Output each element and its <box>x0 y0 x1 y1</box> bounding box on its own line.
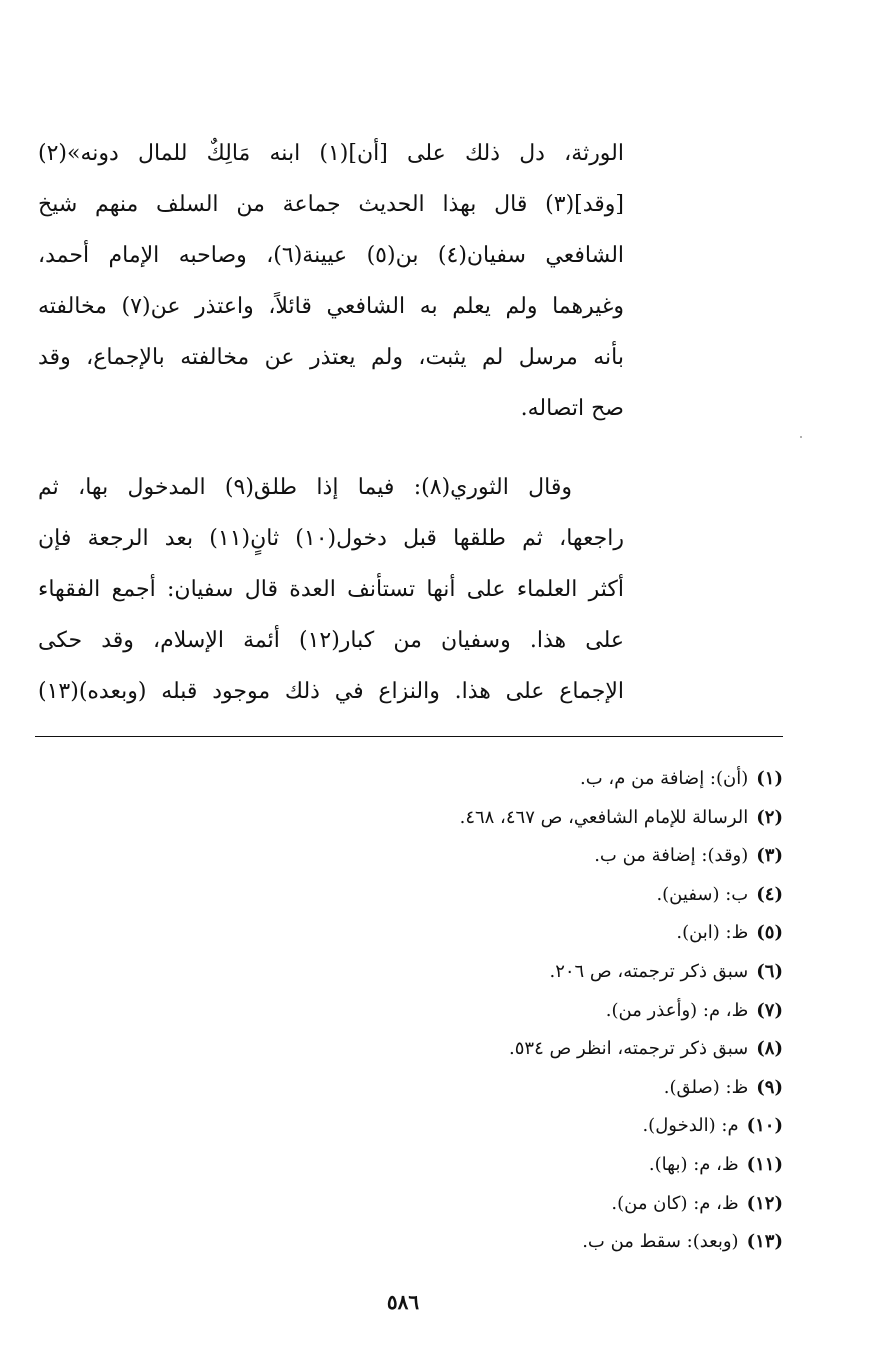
footnote-text: ظ، م: (كان من). <box>611 1192 739 1214</box>
footnote <box>300 1146 783 1185</box>
footnote <box>300 1223 783 1262</box>
footnote-number: (٣) <box>756 845 783 867</box>
page-number: ٥٨٦ <box>386 1290 420 1314</box>
paragraph-gap <box>38 434 624 462</box>
text-line: الشافعي سفيان(٤) بن(٥) عيينة(٦)، وصاحبه الإمام أحمد، <box>38 243 624 268</box>
footnote <box>300 914 783 953</box>
footnote-number: (١١) <box>746 1153 783 1175</box>
text-line: أكثر العلماء على أنها تستأنف العدة قال سفيان: أجمع الفقهاء <box>38 577 624 602</box>
footnote <box>300 1107 783 1146</box>
text-line: صح اتصاله. <box>520 396 624 421</box>
footnote-number: (١) <box>756 768 783 789</box>
footnote <box>300 1185 783 1224</box>
footnote-text: سبق ذكر ترجمته، انظر ص ٥٣٤. <box>509 1038 749 1060</box>
footnote-number: (٧) <box>756 999 783 1021</box>
footnote-text: (وقد): إضافة من ب. <box>594 845 749 867</box>
text-line: راجعها، ثم طلقها قبل دخول(١٠) ثانٍ(١١) بعد الرجعة فإن <box>38 526 624 551</box>
footnote-text: م: (الدخول). <box>642 1115 739 1137</box>
text-line: وغيرهما ولم يعلم به الشافعي قائلاً، واعتذر عن(٧) مخالفته <box>38 294 624 319</box>
footnote-number: (١٠) <box>746 1115 783 1137</box>
text-line: وقال الثوري(٨): فيما إذا طلق(٩) المدخول بها، ثم <box>38 475 572 500</box>
footnote-text: ظ، م: (بها). <box>648 1153 739 1175</box>
footnote-number: (٥) <box>756 922 783 944</box>
footnote-separator <box>35 736 783 737</box>
footnote-text: ب: (سفين). <box>656 883 749 905</box>
footnote-number: (٤) <box>756 883 783 905</box>
footnote-text: الرسالة للإمام الشافعي، ص ٤٦٧، ٤٦٨. <box>459 806 749 828</box>
text-line: الإجماع على هذا. والنزاع في ذلك موجود قبله (وبعده)(١٣) <box>38 679 624 704</box>
footnote-number: (٩) <box>756 1076 783 1098</box>
footnote-text: ظ: (صلق). <box>663 1076 749 1098</box>
footnote-text: (أن): إضافة من م، ب. <box>580 768 749 789</box>
scan-speck <box>800 436 802 438</box>
footnotes <box>300 760 783 1262</box>
footnote <box>300 992 783 1031</box>
text-line: الورثة، دل ذلك على [أن](١) ابنه مَالِكٌ للمال دونه»(٢) <box>38 141 624 166</box>
footnote <box>300 953 783 992</box>
footnote <box>300 799 783 838</box>
footnote-text: ظ: (ابن). <box>676 922 749 944</box>
text-line: على هذا. وسفيان من كبار(١٢) أئمة الإسلام، وقد حكى <box>38 628 624 653</box>
footnote-number: (٢) <box>756 806 783 828</box>
text-line: بأنه مرسل لم يثبت، ولم يعتذر عن مخالفته بالإجماع، وقد <box>38 345 624 370</box>
main-text <box>38 128 624 717</box>
footnote <box>300 1030 783 1069</box>
footnote-number: (١٢) <box>746 1192 783 1214</box>
footnote-number: (٨) <box>756 1038 783 1060</box>
text-line: [وقد](٣) قال بهذا الحديث جماعة من السلف منهم شيخ <box>38 192 624 217</box>
footnote <box>300 876 783 915</box>
footnote-text: ظ، م: (وأعذر من). <box>605 999 749 1021</box>
footnote <box>300 1069 783 1108</box>
footnote-number: (١٣) <box>746 1231 783 1253</box>
footnote-text: سبق ذكر ترجمته، ص ٢٠٦. <box>549 960 749 982</box>
footnote <box>300 760 783 799</box>
footnote-text: (وبعد): سقط من ب. <box>582 1231 739 1253</box>
footnote <box>300 837 783 876</box>
footnote-number: (٦) <box>756 960 783 982</box>
